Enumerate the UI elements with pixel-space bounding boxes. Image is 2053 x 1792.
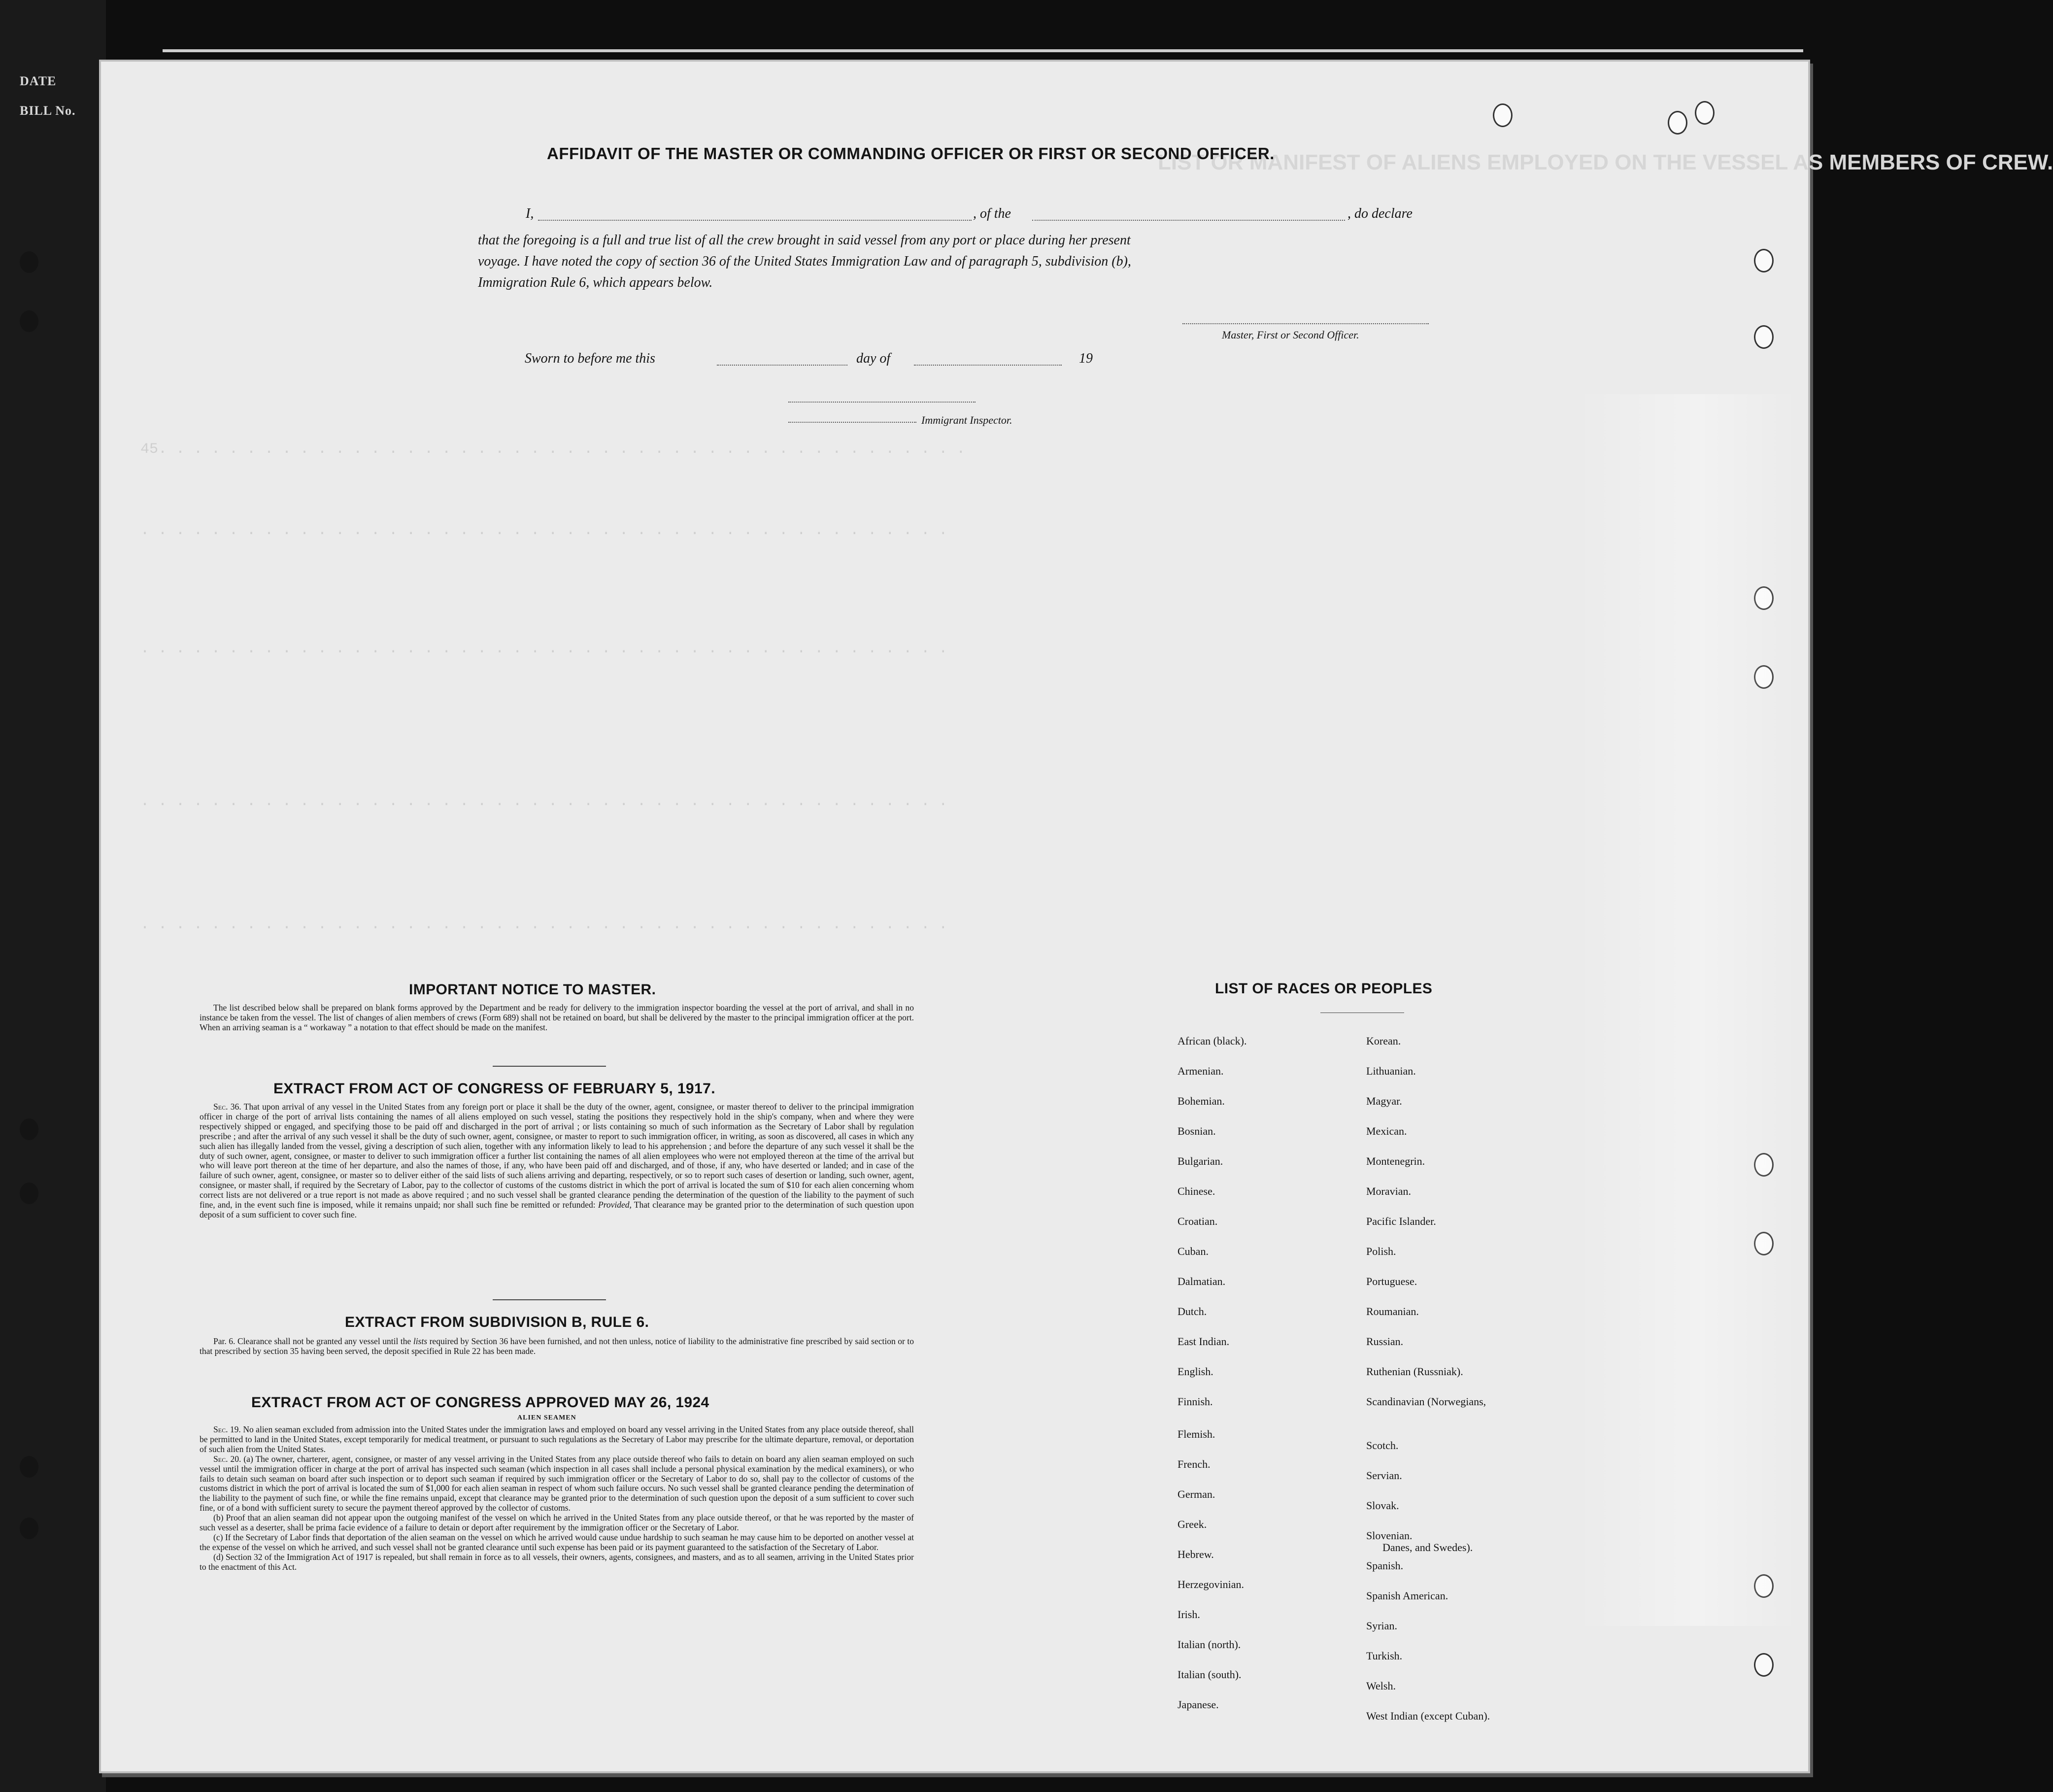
binder-hole [20,251,38,273]
race-item: Cuban. [1178,1245,1209,1257]
race-item: Dutch. [1178,1305,1207,1318]
race-item: Welsh. [1366,1680,1396,1692]
affidavit-of-the: , of the [973,206,1011,221]
vessel-name-line [1032,220,1345,221]
race-item: Ruthenian (Russniak). [1366,1365,1463,1378]
sworn-day-line [717,365,847,366]
race-item: Turkish. [1366,1650,1403,1662]
affidavit-line2: that the foregoing is a full and true list of all the crew brought in said vessel from any port or place during her present [478,233,1131,248]
edge-date-label: DATE [20,74,57,88]
extract-1917-text [200,1102,914,1220]
race-item: English. [1178,1365,1213,1378]
master-signature-label: Master, First or Second Officer. [1222,329,1359,341]
race-item: West Indian (except Cuban). [1366,1710,1490,1722]
race-item: Scotch. [1366,1439,1399,1452]
binder-hole [1668,111,1687,135]
race-item: Polish. [1366,1245,1396,1257]
sworn-month-line [914,365,1062,366]
sec-36-text: That upon arrival of any vessel in the United States from any foreign port or place it shall be the duty of the owner, agent, consignee, or master thereof to deliver to the principal immigration officer in charge of the port of arrival lists containing the names of all aliens employed on such vessel, stating the positions they respectively hold in the ship's company, when and where they were respectively shipped or engaged, and specifying those to be paid off and discharged in the port of arrival ; or lists containing so much of such information as the Secretary of Labor shall by regulation prescribe ; and after the arrival of any such vessel it shall be the duty of such owner, agent, consignee, or master to report to such immigration officer, in writing, as soon as discovered, all cases in which any such alien has illegally landed from the vessel, giving a description of such alien, together with any information likely to lead to his apprehension ; and before the departure of any such vessel it shall be the duty of such owner, agent, consignee, or master to deliver to such immigration officer a further list containing the names of all alien employees who were not employed thereon at the time of the arrival but who will leave port thereon at the time of her departure, and also the names of those, if any, who have been paid off and discharged, and of those, if any, who have deserted or landed; and in case of the failure of such owner, agent, consignee, or master so to deliver either of the said lists of such aliens arriving and departing, respectively, or so to report such cases of desertion or landing, such owner, agent, consignee, or master shall, if required by the Secretary of Labor, pay to the collector of customs of the customs district in which the port of arrival is located the sum of $10 for each alien concerning whom correct lists are not delivered or a true report is not made as above required ; and no such vessel shall be granted clearance pending the determination of the question of the liability to the payment of such fine, and, in the event such fine is imposed, while it remains unpaid; nor shall such fine be remitted or refunded: [200,1102,914,1210]
show-through-row: . . . . . . . . . . . . . . . . . . . . . . . . . . . . . . . . . . . . . . . . . . . . . . [140,916,948,933]
rule6-text-a: Par. 6. Clearance shall not be granted any vessel until the [213,1336,411,1346]
race-item: Slovenian. [1366,1529,1413,1542]
master-name-line [538,220,972,221]
binder-hole [1493,103,1513,127]
race-item: Montenegrin. [1366,1155,1425,1167]
binder-hole [20,1118,38,1140]
inspector-signature-line [788,402,976,403]
binder-hole [20,1518,38,1539]
inspector-signature-line-2 [788,422,916,423]
sec-20-d: (d) Section 32 of the Immigration Act of 1917 is repealed, but shall remain in force as to all vessels, their owners, agents, consignees, and masters, and as to all seamen, arriving in the United States prior to the enactment of this Act. [200,1552,914,1572]
binder-hole [20,310,38,332]
page-rim [163,49,1803,52]
race-item: Chinese. [1178,1185,1215,1197]
race-item: Russian. [1366,1335,1404,1348]
binder-hole [1754,586,1774,610]
affidavit-title: AFFIDAVIT OF THE MASTER OR COMMANDING OFFICER OR FIRST OR SECOND OFFICER. [547,144,1275,163]
binder-hole [20,1456,38,1478]
race-item: Bohemian. [1178,1095,1225,1107]
binder-hole [1754,665,1774,689]
binder-hole [1754,1653,1774,1677]
binder-hole [1695,101,1715,125]
notice-paragraph: The list described below shall be prepared on blank forms approved by the Department and be ready for delivery to the immigration inspector boarding the vessel at the port of arrival, and shall in no instance be taken from the vessel. The list of changes of alien members of crews (Form 689) shall not be retained on board, but shall be delivered by the master to the principal immigration officer at the port. When an arriving seaman is a “ workaway ” a notation to that effect should be made on the manifest. [200,1003,914,1032]
binder-hole [1754,249,1774,272]
rule6-text-b: required by Section 36 have been furnished, and not then unless, notice of liability to the administrative fine prescribed by said section or to that prescribed by section 35 having been served, the deposit specified in Rule 22 has been made. [200,1336,914,1356]
race-item: Bosnian. [1178,1125,1216,1137]
race-item: Irish. [1178,1608,1200,1621]
race-item: Portuguese. [1366,1275,1417,1287]
rule6-lists-word: lists [413,1336,428,1346]
race-item: Pacific Islander. [1366,1215,1436,1227]
sec-36-label: Sec. 36. [213,1102,241,1112]
race-item: Greek. [1178,1518,1207,1530]
adjacent-page-edge [0,0,106,1792]
race-item: Armenian. [1178,1065,1224,1077]
affidavit-line3: voyage. I have noted the copy of section 36 of the United States Immigration Law and of paragraph 5, subdivision (b), [478,254,1131,269]
sworn-before-label: Sworn to before me this [525,351,655,366]
affidavit-line4: Immigration Rule 6, which appears below. [478,275,713,290]
alien-seamen-caption: ALIEN SEAMEN [517,1414,576,1421]
race-item: Magyar. [1366,1095,1402,1107]
extract-1924-title: EXTRACT FROM ACT OF CONGRESS APPROVED MAY 26, 1924 [251,1394,709,1411]
affidavit-i: I, [526,206,534,221]
show-through-row: 45. . . . . . . . . . . . . . . . . . . . . . . . . . . . . . . . . . . . . . . . . . . . . . [140,441,966,458]
notice-title: IMPORTANT NOTICE TO MASTER. [409,981,656,998]
edge-bill-label: BILL No. [20,103,76,118]
race-item: Servian. [1366,1469,1402,1482]
race-item: Finnish. [1178,1395,1213,1408]
sec-20-c: (c) If the Secretary of Labor finds that deportation of the alien seaman on the vessel on which he arrived would cause undue hardship to such seaman he may cause him to be deported on another vessel at the expense of the vessel on which he arrived, and such vessel shall not be granted clearance until such expense has been paid or its payment guaranteed to the satisfaction of the Secretary of Labor. [200,1532,914,1552]
race-item: Bulgarian. [1178,1155,1223,1167]
sec-19-text: No alien seaman excluded from admission into the United States under the immigration laws and employed on board any vessel arriving in the United States from any place outside thereof, shall be permitted to land in the United States, except temporarily for medical treatment, or pursuant to such regulations as the Secretary of Labor may prescribe for the ultimate departure, removal, or deportation of such alien from the United States. [200,1424,914,1454]
race-item: Japanese. [1178,1698,1219,1711]
sec-20-label: Sec. 20. [213,1454,241,1464]
extract-rule6-text [200,1337,914,1356]
race-item: Croatian. [1178,1215,1218,1227]
year-prefix: 19 [1079,351,1093,366]
binder-hole [1754,325,1774,349]
affidavit-do-declare: , do declare [1347,206,1413,221]
sec-19-label: Sec. 19. [213,1424,241,1434]
notice-text [200,1003,914,1033]
race-item: Lithuanian. [1366,1065,1416,1077]
race-item: Moravian. [1366,1185,1412,1197]
race-item: Dalmatian. [1178,1275,1226,1287]
sec-20-b: (b) Proof that an alien seaman did not appear upon the outgoing manifest of the vessel on which he arrived in the United States from any place outside thereof, or that he was reported by the master of such vessel as a deserter, shall be prima facie evidence of a failure to detain or deport after requirement by the immigration officer or the Secretary of Labor. [200,1513,914,1533]
sec-20-text: (a) The owner, charterer, agent, consignee, or master of any vessel arriving in the United States from any place outside thereof who fails to detain on board any alien seaman employed on such vessel until the immigration officer in charge at the port of arrival has inspected such seaman (which inspection in all cases shall include a personal physical examination by the medical examiners), or who fails to detain such seaman on board after such inspection or to deport such seaman if required by such immigration officer or the Secretary of Labor to do so, shall pay to the collector of customs of the customs district in which the port of arrival is located the sum of $1,000 for each alien seaman in respect of whom such failure occurs. No such vessel shall be granted clearance pending the determination of the liability to the payment of such fine, or while the fine remains unpaid, except that clearance may be granted prior to the determination of such question upon the deposit of a sum sufficient to cover such fine, or of a bond with sufficient surety to secure the payment thereof approved by the collector of customs. [200,1454,914,1513]
race-item: Korean. [1366,1035,1401,1047]
race-item: Slovak. [1366,1499,1399,1512]
race-item: Flemish. [1178,1428,1215,1440]
sec-36-text-end: That clearance may be granted prior to the determination of such question upon deposit of a sum sufficient to cover such fine. [200,1200,914,1219]
race-item: Italian (north). [1178,1638,1241,1651]
race-item: Danes, and Swedes). [1382,1541,1473,1554]
race-item: French. [1178,1458,1211,1470]
race-item: African (black). [1178,1035,1247,1047]
day-of-label: day of [856,351,891,366]
binder-hole [1754,1574,1774,1598]
race-item: Scandinavian (Norwegians, [1366,1395,1486,1408]
extract-rule6-title: EXTRACT FROM SUBDIVISION B, RULE 6. [345,1314,649,1330]
show-through-header: LIST OR MANIFEST OF ALIENS EMPLOYED ON THE VESSEL AS MEMBERS OF CREW. [1158,150,2053,174]
inspector-signature-label: Immigrant Inspector. [921,414,1012,426]
race-item: Mexican. [1366,1125,1407,1137]
race-item: Syrian. [1366,1620,1397,1632]
race-item: German. [1178,1488,1215,1500]
race-item: East Indian. [1178,1335,1230,1348]
extract-1924-text [200,1425,914,1572]
binder-hole [20,1183,38,1204]
show-through-row: . . . . . . . . . . . . . . . . . . . . . . . . . . . . . . . . . . . . . . . . . . . . . . [140,522,948,539]
show-through-row: . . . . . . . . . . . . . . . . . . . . . . . . . . . . . . . . . . . . . . . . . . . . . . [140,793,948,810]
race-item: Roumanian. [1366,1305,1419,1318]
show-through-row: . . . . . . . . . . . . . . . . . . . . . . . . . . . . . . . . . . . . . . . . . . . . . . [140,641,948,657]
extract-1917-title: EXTRACT FROM ACT OF CONGRESS OF FEBRUARY 5, 1917. [273,1081,715,1097]
binder-hole [1754,1153,1774,1177]
races-title: LIST OF RACES OR PEOPLES [1215,981,1433,997]
master-signature-line [1182,323,1429,324]
race-item: Hebrew. [1178,1548,1214,1560]
binder-hole [1754,1232,1774,1255]
section-divider [493,1299,606,1300]
provided-word: Provided, [598,1200,632,1210]
race-item: Herzegovinian. [1178,1578,1244,1590]
race-item: Spanish American. [1366,1589,1448,1602]
race-item: Spanish. [1366,1559,1404,1572]
race-item: Italian (south). [1178,1668,1242,1681]
section-divider [493,1066,606,1067]
